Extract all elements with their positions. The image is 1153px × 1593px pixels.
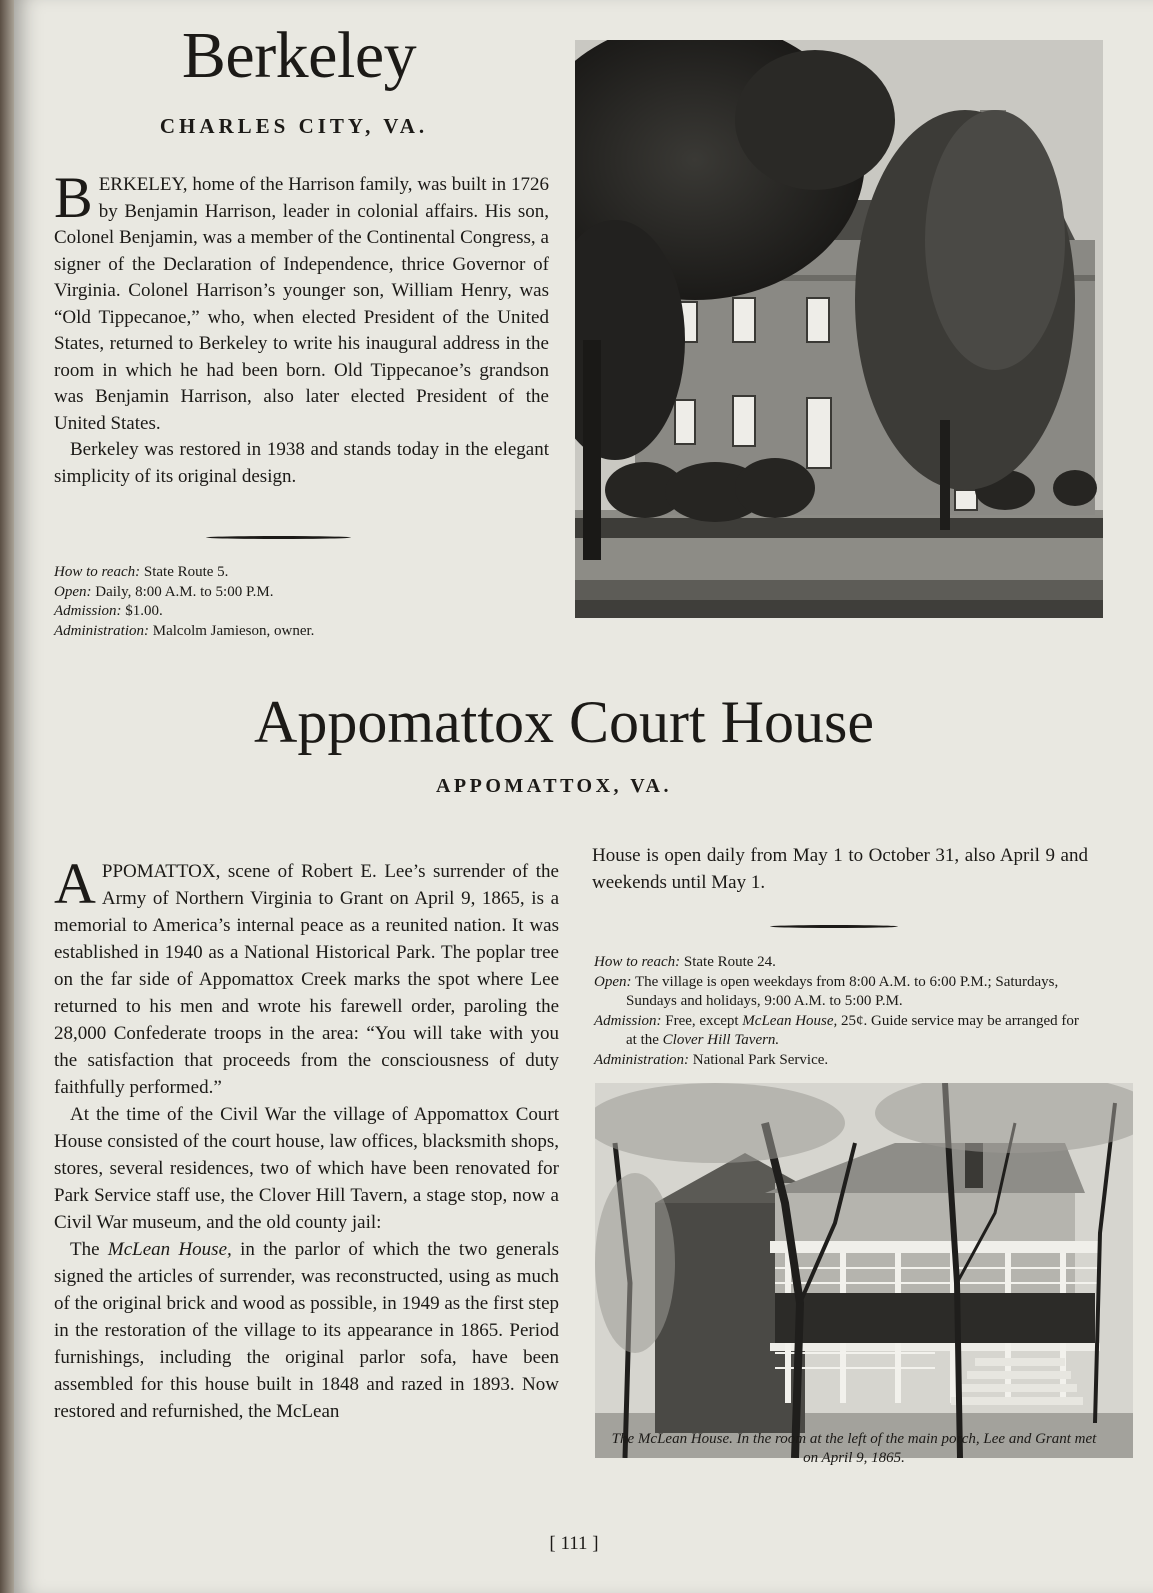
berkeley-house-photo [575,40,1103,618]
berkeley-title: Berkeley [181,19,417,92]
appomattox-body-col2 [592,842,1088,896]
book-spine [0,0,14,1593]
appomattox-paragraph-1: PPOMATTOX, scene of Robert E. Lee’s surrender of the Army of Northern Virginia to Grant on April 9, 1865, is a memorial to America’s internal peace as a reunited nation. It was established in 1940 as a National Historical Park. The poplar tree on the far side of Appomattox Creek marks the spot where Lee returned to his men and wrote his farewell order, paroling the 28,000 Confederate troops in the area: “You will take with you the satisfaction that proceeds from the consciousness of duty faithfully performed.” [54,861,559,1098]
appomattox-paragraph-3: The McLean House, in the parlor of which the two generals signed the articles of surrender, was reconstructed, using as much of the original brick and wood as possible, in 1949 as the first step in the restoration of the village to its appearance in 1865. Period furnishings, including the original parlor sofa, have been assembled for this house built in 1848 and razed in 1893. Now restored and refurnished, the McLean [54,1239,559,1422]
info-row-admission: Admission: $1.00. [54,603,163,619]
appomattox-paragraph-2: At the time of the Civil War the village of Appomattox Court House consisted of the court house, law offices, blacksmith shops, stores, several residences, two of which have been renovated for Park Service staff use, the Clover Hill Tavern, a stage stop, now a Civil War museum, and the old county jail: [54,1104,559,1233]
appomattox-paragraph-continued: House is open daily from May 1 to October 31, also April 9 and weekends until May 1. [592,845,1088,893]
photo-caption: The McLean House. In the room at the left of the main porch, Lee and Grant met on April 9, 1865. [611,1431,1097,1466]
info-row-administration: Administration: Malcolm Jamieson, owner. [54,622,315,639]
berkeley-paragraph-1: ERKELEY, home of the Harrison family, was built in 1726 by Benjamin Harrison, leader in colonial affairs. His son, Colonel Benjamin, was a member of the Continental Congress, a signer of the Declaration of Independence, thrice Governor of Virginia. Colonel Harrison’s younger son, William Henry, was “Old Tippecanoe,” who, when elected President of the United States, returned to Berkeley to write his inaugural address in the room in which he had been born. Old Tippecanoe’s grandson was Benjamin Harrison, also later elected President of the United States. [54,174,549,434]
berkeley-dropcap: B [54,165,93,230]
appomattox-location: APPOMATTOX, VA. [435,775,673,797]
appomattox-visitor-info [594,953,1089,1070]
page-number: [ 111 ] [549,1533,599,1554]
berkeley-body [54,165,549,490]
section-divider-2 [770,925,898,928]
info-row-administration: Administration: National Park Service. [594,1051,829,1068]
berkeley-visitor-info [54,563,474,641]
appomattox-dropcap: A [54,851,96,916]
berkeley-location: CHARLES CITY, VA. [159,114,429,138]
appomattox-body-col1 [54,851,559,1425]
book-page [14,0,1153,1593]
info-row-admission: Admission: Free, except McLean House, 25¢. Guide service may be arranged for at the Clover Hill Tavern. [594,1012,1079,1048]
info-row-open: Open: The village is open weekdays from 8:00 A.M. to 6:00 P.M.; Saturdays, Sundays and holidays, 9:00 A.M. to 5:00 P.M. [594,973,1059,1009]
appomattox-title: Appomattox Court House [254,689,874,755]
berkeley-paragraph-2: Berkeley was restored in 1938 and stands today in the elegant simplicity of its original design. [54,439,549,487]
info-row-reach: How to reach: State Route 24. [594,954,776,970]
mclean-house-photo [595,1083,1133,1458]
section-divider [206,536,351,539]
info-row-reach: How to reach: State Route 5. [54,564,229,580]
info-row-open: Open: Daily, 8:00 A.M. to 5:00 P.M. [54,583,274,600]
